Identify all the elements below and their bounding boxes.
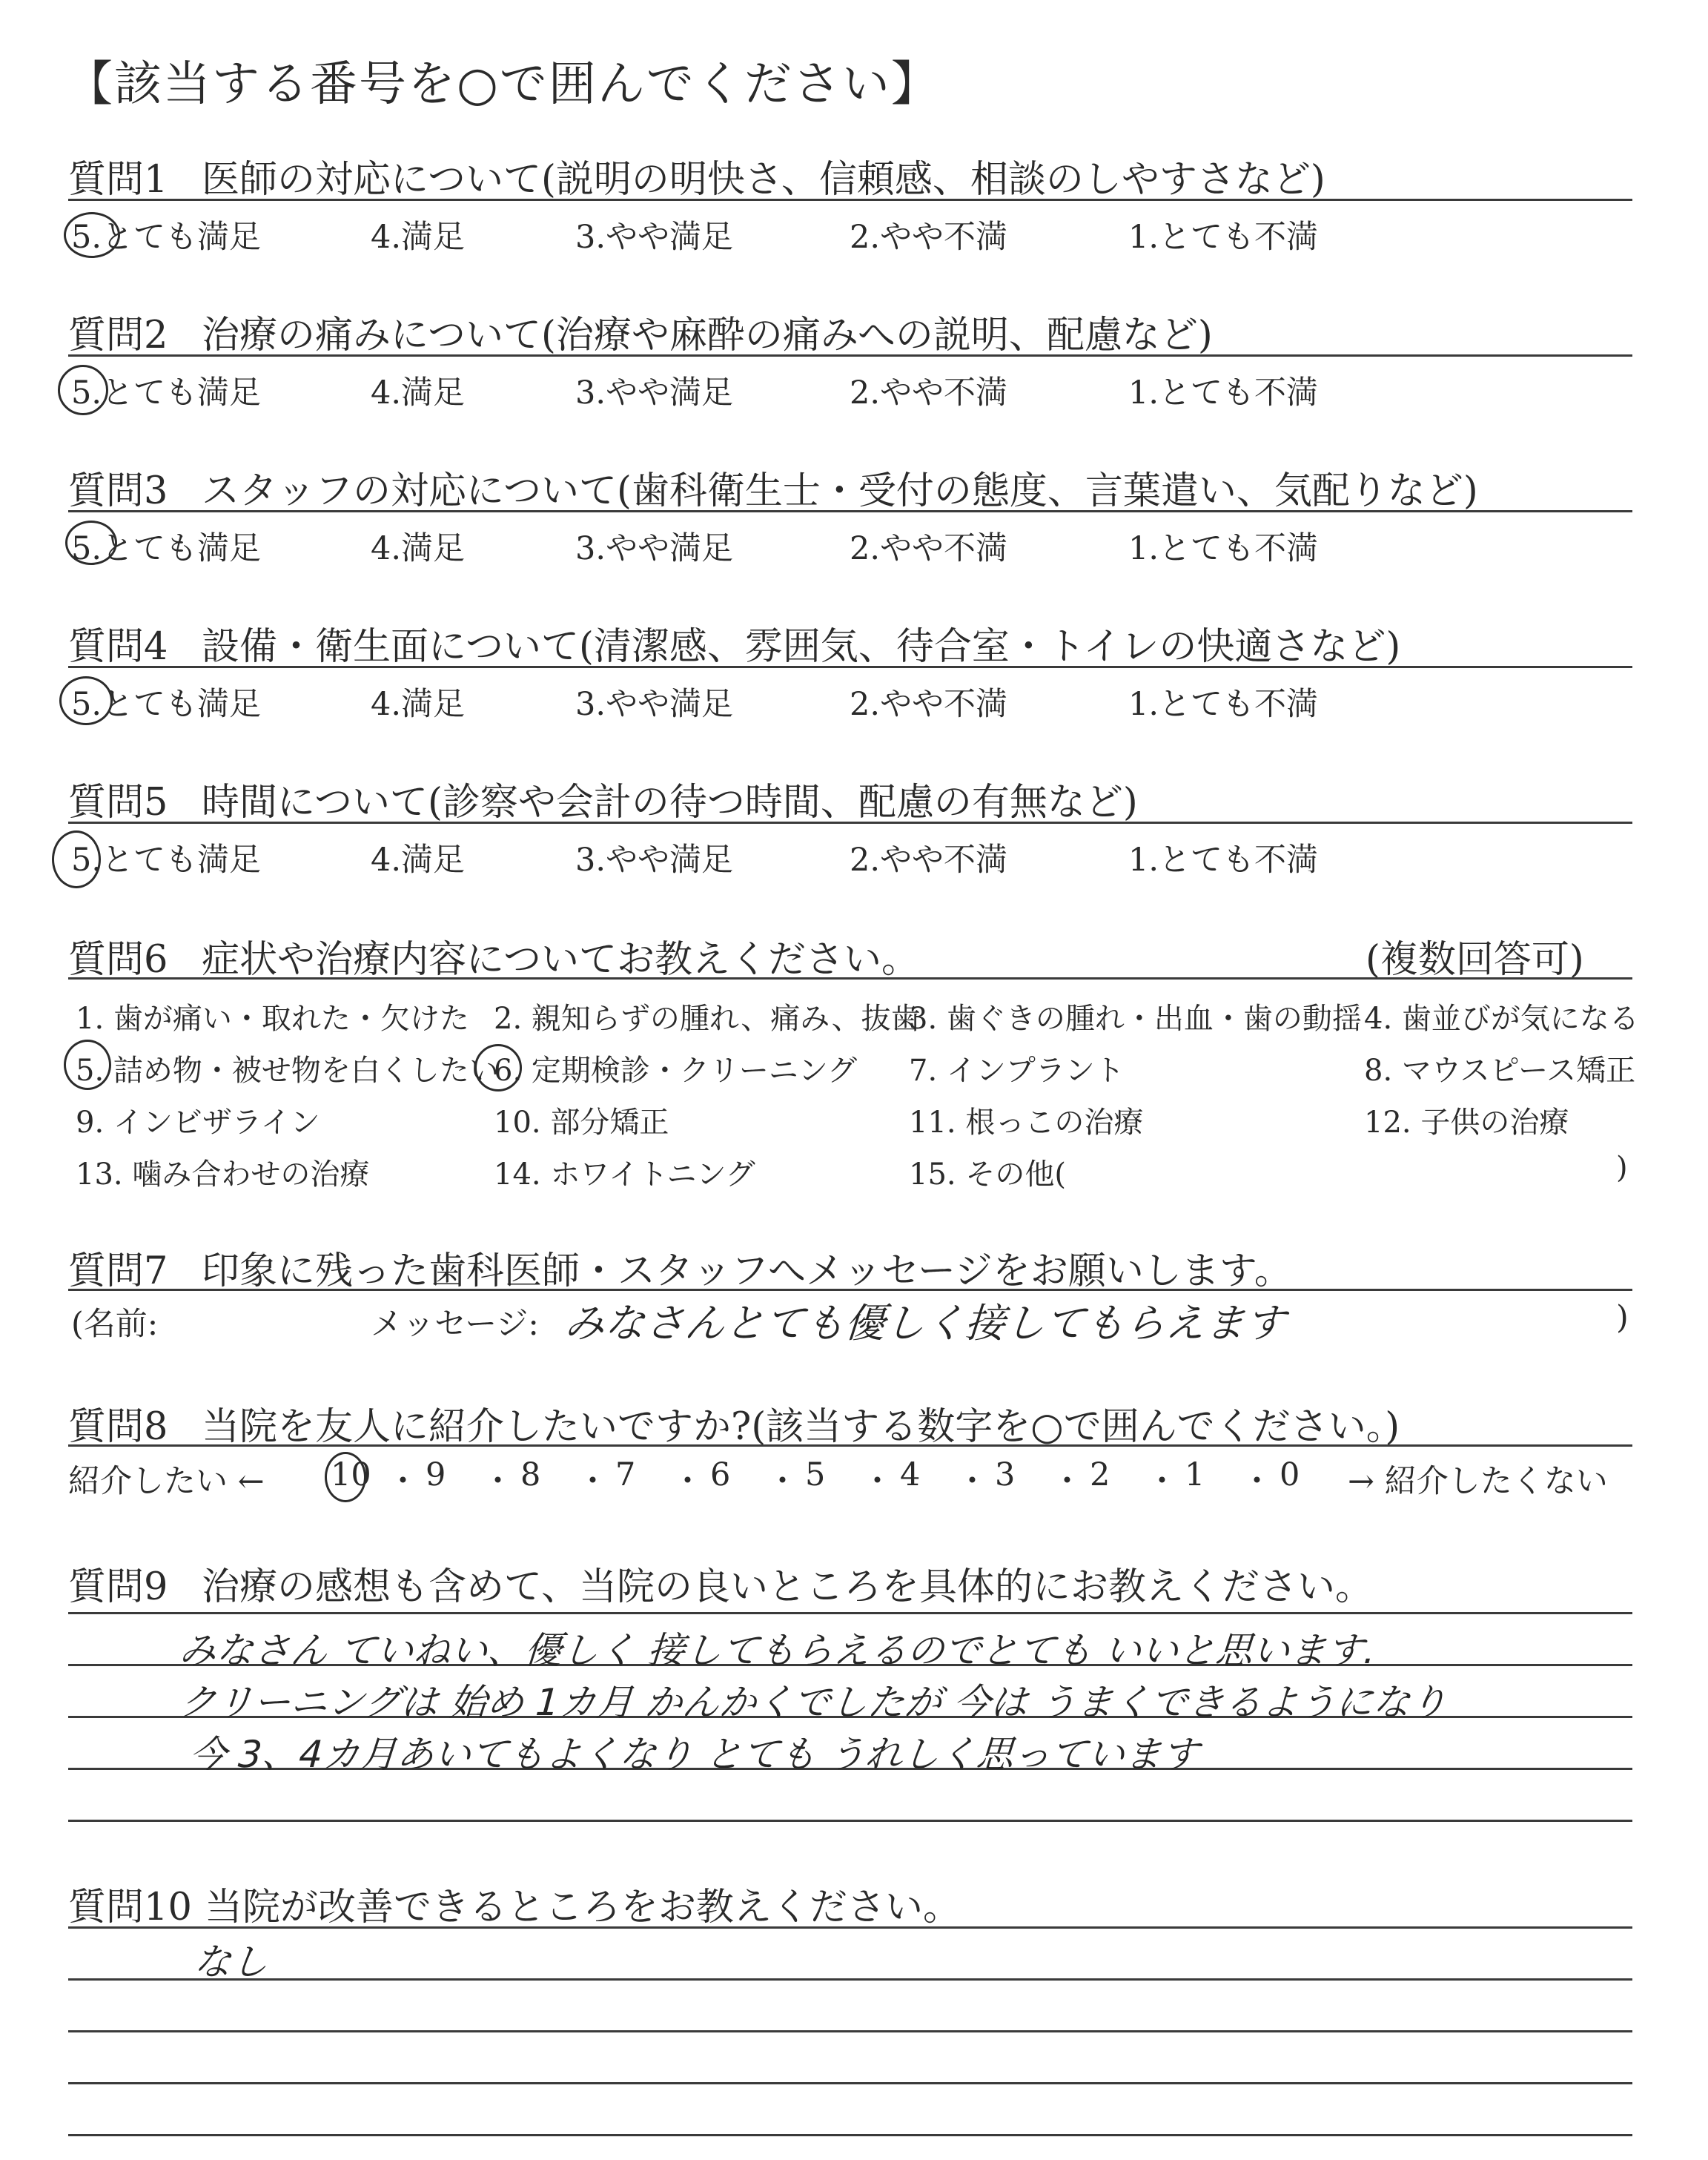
- q6-option-6[interactable]: 6. 定期検診・クリーニング: [494, 1054, 858, 1088]
- q5-option-2[interactable]: 2.やや不満: [850, 842, 1008, 879]
- q6-option-12[interactable]: 12. 子供の治療: [1364, 1106, 1569, 1140]
- q5-label: 質問5: [68, 781, 168, 825]
- q5-option-1[interactable]: 1.とても不満: [1128, 842, 1319, 879]
- q2-option-5[interactable]: 5.とても満足: [71, 374, 262, 412]
- q5-option-4[interactable]: 4.満足: [371, 842, 466, 879]
- q8-scale-2[interactable]: 2: [1090, 1456, 1110, 1493]
- q4-option-1[interactable]: 1.とても不満: [1128, 686, 1319, 723]
- q1-option-2[interactable]: 2.やや不満: [850, 219, 1008, 256]
- q3-selected-circle: [65, 521, 117, 565]
- q8-rule: [68, 1444, 1632, 1447]
- q10-rule-3: [68, 2030, 1632, 2032]
- q6-selected-circle-6: [474, 1044, 522, 1091]
- q3-rule: [68, 510, 1632, 512]
- q8-scale-separator: ・: [672, 1463, 704, 1500]
- q2-text: 治療の痛みについて(治療や麻酔の痛みへの説明、配慮など): [202, 314, 1213, 357]
- q5-text: 時間について(診察や会計の待つ時間、配慮の有無など): [202, 781, 1138, 825]
- q7-label: 質問7: [68, 1249, 168, 1293]
- q6-option-13[interactable]: 13. 噛み合わせの治療: [76, 1157, 370, 1192]
- q8-scale-9[interactable]: 9: [426, 1456, 446, 1493]
- q8-scale-1[interactable]: 1: [1185, 1456, 1205, 1493]
- q7-message-label: メッセージ:: [371, 1306, 539, 1343]
- q8-scale-separator: ・: [1241, 1463, 1273, 1500]
- q10-rule-2: [68, 1978, 1632, 1981]
- q3-text: スタッフの対応について(歯科衛生士・受付の態度、言葉遣い、気配りなど): [202, 469, 1478, 513]
- q2-option-1[interactable]: 1.とても不満: [1128, 374, 1319, 412]
- q4-option-4[interactable]: 4.満足: [371, 686, 466, 723]
- q8-scale-separator: ・: [1051, 1463, 1083, 1500]
- q4-label: 質問4: [68, 625, 168, 669]
- q8-scale-10[interactable]: 10: [331, 1456, 371, 1493]
- q9-label: 質問9: [68, 1565, 168, 1609]
- q8-scale-separator: ・: [767, 1463, 798, 1500]
- q6-option-5[interactable]: 5. 詰め物・被せ物を白くしたい: [76, 1054, 499, 1088]
- q7-message-handwritten: みなさんとても優しく接してもらえます: [563, 1300, 1287, 1347]
- q8-scale-6[interactable]: 6: [710, 1456, 731, 1493]
- q3-option-4[interactable]: 4.満足: [371, 530, 466, 567]
- q10-answer-handwritten: なし: [192, 1941, 270, 1984]
- q9-text: 治療の感想も含めて、当院の良いところを具体的にお教えください。: [202, 1565, 1373, 1609]
- q8-scale-8[interactable]: 8: [520, 1456, 541, 1493]
- q4-text: 設備・衛生面について(清潔感、雰囲気、待合室・トイレの快適さなど): [202, 625, 1401, 669]
- q3-option-5[interactable]: 5.とても満足: [71, 530, 262, 567]
- q8-scale-separator: ・: [577, 1463, 609, 1500]
- q9-rule-5: [68, 1820, 1632, 1822]
- q8-text: 当院を友人に紹介したいですか?(該当する数字を○で囲んでください。): [202, 1405, 1400, 1449]
- q6-option-2[interactable]: 2. 親知らずの腫れ、痛み、抜歯: [494, 1002, 921, 1036]
- q1-option-5[interactable]: 5.とても満足: [71, 219, 262, 256]
- q9-answer-line-2: クリーニングは 始め 1カ月 かんかくでしたが 今は うまくできるようになり: [177, 1681, 1449, 1724]
- q8-left-label: 紹介したい ←: [68, 1463, 265, 1500]
- q6-option-10[interactable]: 10. 部分矯正: [494, 1106, 669, 1140]
- q6-option-15[interactable]: 15. その他(: [909, 1157, 1066, 1192]
- page-title: 【該当する番号を○で囲んでください】: [65, 57, 940, 112]
- q2-option-3[interactable]: 3.やや満足: [575, 374, 734, 412]
- q7-rule: [68, 1289, 1632, 1291]
- q8-scale-separator: ・: [482, 1463, 514, 1500]
- q8-scale-separator: ・: [387, 1463, 419, 1500]
- q8-scale-0[interactable]: 0: [1280, 1456, 1300, 1493]
- q6-option-8[interactable]: 8. マウスピース矯正: [1364, 1054, 1636, 1088]
- q8-scale-separator: ・: [861, 1463, 893, 1500]
- q6-rule: [68, 977, 1632, 980]
- q8-scale-5[interactable]: 5: [805, 1456, 826, 1493]
- q1-rule: [68, 199, 1632, 201]
- q6-other-close: ): [1616, 1151, 1628, 1185]
- q5-option-3[interactable]: 3.やや満足: [575, 842, 734, 879]
- q1-selected-circle: [64, 212, 120, 258]
- q3-option-1[interactable]: 1.とても不満: [1128, 530, 1319, 567]
- q4-rule: [68, 666, 1632, 668]
- q8-label: 質問8: [68, 1405, 168, 1449]
- q8-scale-7[interactable]: 7: [615, 1456, 636, 1493]
- q2-selected-circle: [58, 365, 108, 415]
- q6-option-9[interactable]: 9. インビザライン: [76, 1106, 320, 1140]
- q6-option-3[interactable]: 3. 歯ぐきの腫れ・出血・歯の動揺: [909, 1002, 1362, 1036]
- q7-name-label: (名前:: [71, 1306, 159, 1343]
- q3-option-2[interactable]: 2.やや不満: [850, 530, 1008, 567]
- q6-label: 質問6: [68, 938, 168, 982]
- q1-option-4[interactable]: 4.満足: [371, 219, 466, 256]
- q6-note: (複数回答可): [1366, 938, 1584, 982]
- q10-label: 質問10: [68, 1886, 192, 1929]
- q2-option-4[interactable]: 4.満足: [371, 374, 466, 412]
- q10-rule-4: [68, 2082, 1632, 2084]
- q4-selected-circle: [59, 676, 113, 725]
- q6-selected-circle-5: [64, 1040, 111, 1090]
- q6-option-7[interactable]: 7. インプラント: [909, 1054, 1125, 1088]
- q5-selected-circle: [52, 830, 101, 888]
- q3-label: 質問3: [68, 469, 168, 513]
- q1-label: 質問1: [68, 158, 168, 202]
- q6-option-14[interactable]: 14. ホワイトニング: [494, 1157, 755, 1192]
- q2-label: 質問2: [68, 314, 168, 357]
- q4-option-3[interactable]: 3.やや満足: [575, 686, 734, 723]
- q8-right-label: → 紹介したくない: [1348, 1463, 1608, 1500]
- q10-rule-5: [68, 2134, 1632, 2136]
- q6-text: 症状や治療内容についてお教えください。: [202, 938, 919, 982]
- q9-rule-1: [68, 1612, 1632, 1614]
- q8-selected-circle: [325, 1452, 366, 1502]
- q6-option-11[interactable]: 11. 根っこの治療: [909, 1106, 1144, 1140]
- q8-scale-separator: ・: [1146, 1463, 1178, 1500]
- q3-option-3[interactable]: 3.やや満足: [575, 530, 734, 567]
- q1-option-3[interactable]: 3.やや満足: [575, 219, 734, 256]
- q2-option-2[interactable]: 2.やや不満: [850, 374, 1008, 412]
- q10-text: 当院が改善できるところをお教えください。: [205, 1886, 961, 1929]
- q5-option-5[interactable]: 5.とても満足: [71, 842, 262, 879]
- q9-answer-line-3: 今 3、4カ月あいてもよくなり とても うれしく思っています: [188, 1733, 1201, 1776]
- q6-option-4[interactable]: 4. 歯並びが気になる: [1364, 1002, 1639, 1036]
- q8-scale-3[interactable]: 3: [995, 1456, 1016, 1493]
- q4-option-5[interactable]: 5.とても満足: [71, 686, 262, 723]
- q5-rule: [68, 822, 1632, 824]
- q4-option-2[interactable]: 2.やや不満: [850, 686, 1008, 723]
- q7-text: 印象に残った歯科医師・スタッフへメッセージをお願いします。: [202, 1249, 1292, 1293]
- q7-close-paren: ): [1616, 1299, 1629, 1336]
- q8-scale-4[interactable]: 4: [900, 1456, 921, 1493]
- q1-option-1[interactable]: 1.とても不満: [1128, 219, 1319, 256]
- q6-option-1[interactable]: 1. 歯が痛い・取れた・欠けた: [76, 1002, 469, 1036]
- q9-answer-line-1: みなさん ていねい、優しく 接してもらえるのでとても いいと思います.: [177, 1629, 1377, 1672]
- q8-scale-separator: ・: [956, 1463, 988, 1500]
- q10-rule-1: [68, 1926, 1632, 1929]
- q2-rule: [68, 354, 1632, 357]
- q1-text: 医師の対応について(説明の明快さ、信頼感、相談のしやすさなど): [202, 158, 1325, 202]
